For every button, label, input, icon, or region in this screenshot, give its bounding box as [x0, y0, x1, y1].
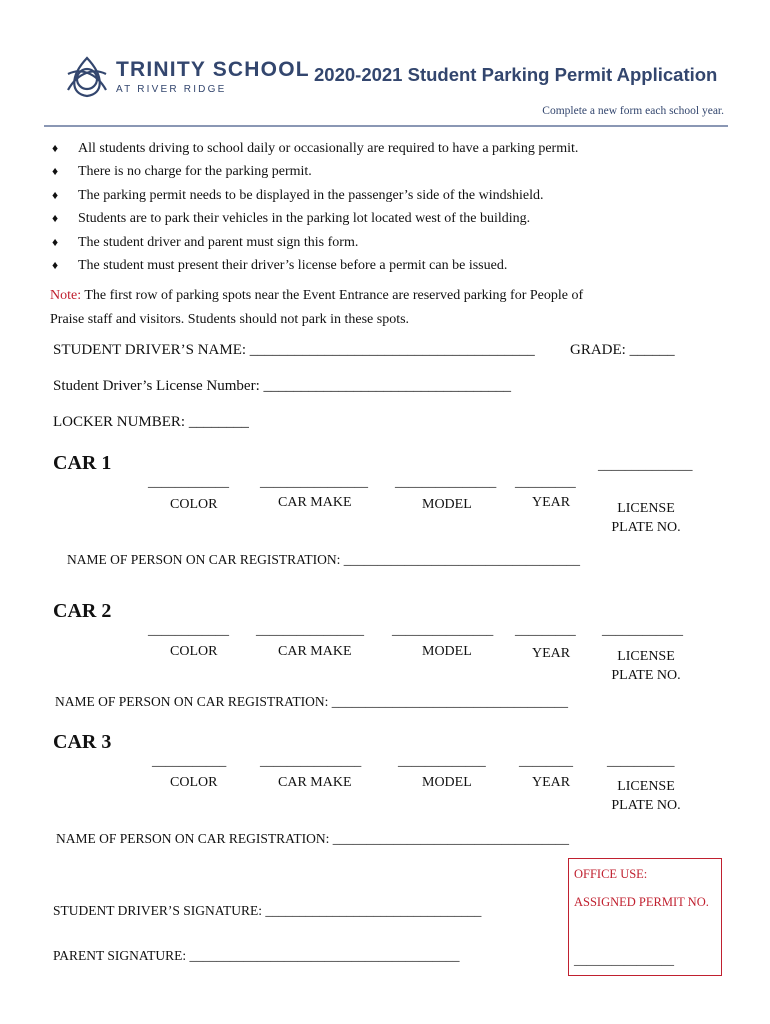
- car-3-year-label: YEAR: [532, 775, 571, 790]
- note-paragraph: [50, 284, 583, 332]
- assigned-permit-label: ASSIGNED PERMIT NO.: [574, 895, 709, 909]
- car-3-make-label: CAR MAKE: [278, 775, 352, 790]
- form-subtitle: Complete a new form each school year.: [542, 105, 724, 117]
- school-name: TRINITY SCHOOL: [116, 58, 310, 81]
- bullet-diamond-icon: ♦: [52, 257, 59, 272]
- school-logo-icon: [64, 54, 110, 100]
- car-1-year-blank[interactable]: _________: [515, 474, 576, 489]
- locker-number-field[interactable]: LOCKER NUMBER: ________: [53, 414, 249, 430]
- bullet-diamond-icon: ♦: [52, 141, 59, 155]
- list-item: [52, 208, 578, 231]
- note-line-2: Praise staff and visitors. Students should not park in these spots.: [50, 312, 410, 327]
- rule-text: The student driver and parent must sign this form.: [78, 234, 359, 250]
- assigned-permit-field[interactable]: ________________: [574, 953, 674, 967]
- car-3-color-blank[interactable]: ___________: [152, 753, 227, 768]
- car-3-plate-blank[interactable]: __________: [607, 753, 675, 768]
- car-3-color-label: COLOR: [170, 775, 218, 790]
- car-3-model-label: MODEL: [422, 775, 472, 790]
- car-1-plate-label: LICENSE PLATE NO.: [611, 501, 681, 535]
- car-2-color-label: COLOR: [170, 644, 218, 659]
- list-item: [52, 255, 578, 278]
- license-number-field[interactable]: Student Driver’s License Number: _________________________________: [53, 378, 512, 394]
- car-1-year-label: YEAR: [532, 495, 571, 510]
- bullet-diamond-icon: ♦: [52, 211, 59, 226]
- rule-text: There is no charge for the parking permit.: [78, 164, 312, 180]
- car-2-year-blank[interactable]: _________: [515, 622, 576, 637]
- car-2-registration-field[interactable]: NAME OF PERSON ON CAR REGISTRATION: ___________________________________: [55, 694, 569, 709]
- list-item: [52, 232, 578, 255]
- car-1-plate-blank[interactable]: ______________: [598, 457, 693, 472]
- car-1-registration-field[interactable]: NAME OF PERSON ON CAR REGISTRATION: ___________________________________: [67, 552, 581, 567]
- bullet-diamond-icon: ♦: [52, 164, 59, 179]
- list-item: [52, 161, 578, 184]
- car-2-model-label: MODEL: [422, 644, 472, 659]
- car-1-color-label: COLOR: [170, 497, 218, 512]
- bullet-diamond-icon: ♦: [52, 187, 59, 202]
- office-use-title: OFFICE USE:: [574, 867, 648, 881]
- bullet-diamond-icon: ♦: [52, 234, 59, 249]
- grade-field[interactable]: GRADE: ______: [570, 342, 675, 358]
- note-label: Note:: [50, 288, 82, 303]
- car-2-make-label: CAR MAKE: [278, 644, 352, 659]
- car-2-year-label: YEAR: [532, 646, 571, 661]
- rule-text: All students driving to school daily or occasionally are required to have a parking permit.: [78, 141, 579, 156]
- car-2-model-blank[interactable]: _______________: [392, 622, 494, 637]
- car-3-make-blank[interactable]: _______________: [260, 753, 362, 768]
- car-1-make-blank[interactable]: ________________: [260, 474, 368, 489]
- form-title: 2020-2021 Student Parking Permit Application: [314, 64, 718, 85]
- car-2-make-blank[interactable]: ________________: [256, 622, 364, 637]
- car-3-plate-label: LICENSE PLATE NO.: [611, 779, 681, 813]
- list-item: [52, 138, 578, 161]
- car-1-color-blank[interactable]: ____________: [148, 474, 229, 489]
- car-2-heading: CAR 2: [53, 600, 112, 622]
- car-1-model-label: MODEL: [422, 497, 472, 512]
- car-2-plate-label: LICENSE PLATE NO.: [611, 649, 681, 683]
- car-2-color-blank[interactable]: ____________: [148, 622, 229, 637]
- student-signature-field[interactable]: STUDENT DRIVER’S SIGNATURE: ________________________________: [53, 903, 482, 918]
- car-1-model-blank[interactable]: _______________: [395, 474, 497, 489]
- rule-text: The student must present their driver’s license before a permit can be issued.: [78, 257, 508, 273]
- car-3-heading: CAR 3: [53, 731, 112, 753]
- car-3-year-blank[interactable]: ________: [519, 753, 573, 768]
- office-use-box: [568, 858, 722, 976]
- car-1-heading: CAR 1: [53, 452, 112, 474]
- car-3-registration-field[interactable]: NAME OF PERSON ON CAR REGISTRATION: ___________________________________: [56, 831, 570, 846]
- list-item: [52, 185, 578, 208]
- student-name-field[interactable]: STUDENT DRIVER’S NAME: ______________________________________: [53, 342, 535, 358]
- rule-text: Students are to park their vehicles in the parking lot located west of the building.: [78, 211, 531, 227]
- parent-signature-field[interactable]: PARENT SIGNATURE: ________________________________________: [53, 948, 460, 963]
- car-3-model-blank[interactable]: _____________: [398, 753, 486, 768]
- header-divider: [44, 125, 728, 127]
- school-subname: AT RIVER RIDGE: [116, 84, 227, 95]
- car-1-make-label: CAR MAKE: [278, 495, 352, 510]
- rule-text: The parking permit needs to be displayed in the passenger’s side of the windshield.: [78, 187, 544, 203]
- rules-list: [52, 138, 578, 278]
- car-2-plate-blank[interactable]: ____________: [602, 622, 683, 637]
- note-line-1: The first row of parking spots near the Event Entrance are reserved parking for People of: [84, 288, 584, 303]
